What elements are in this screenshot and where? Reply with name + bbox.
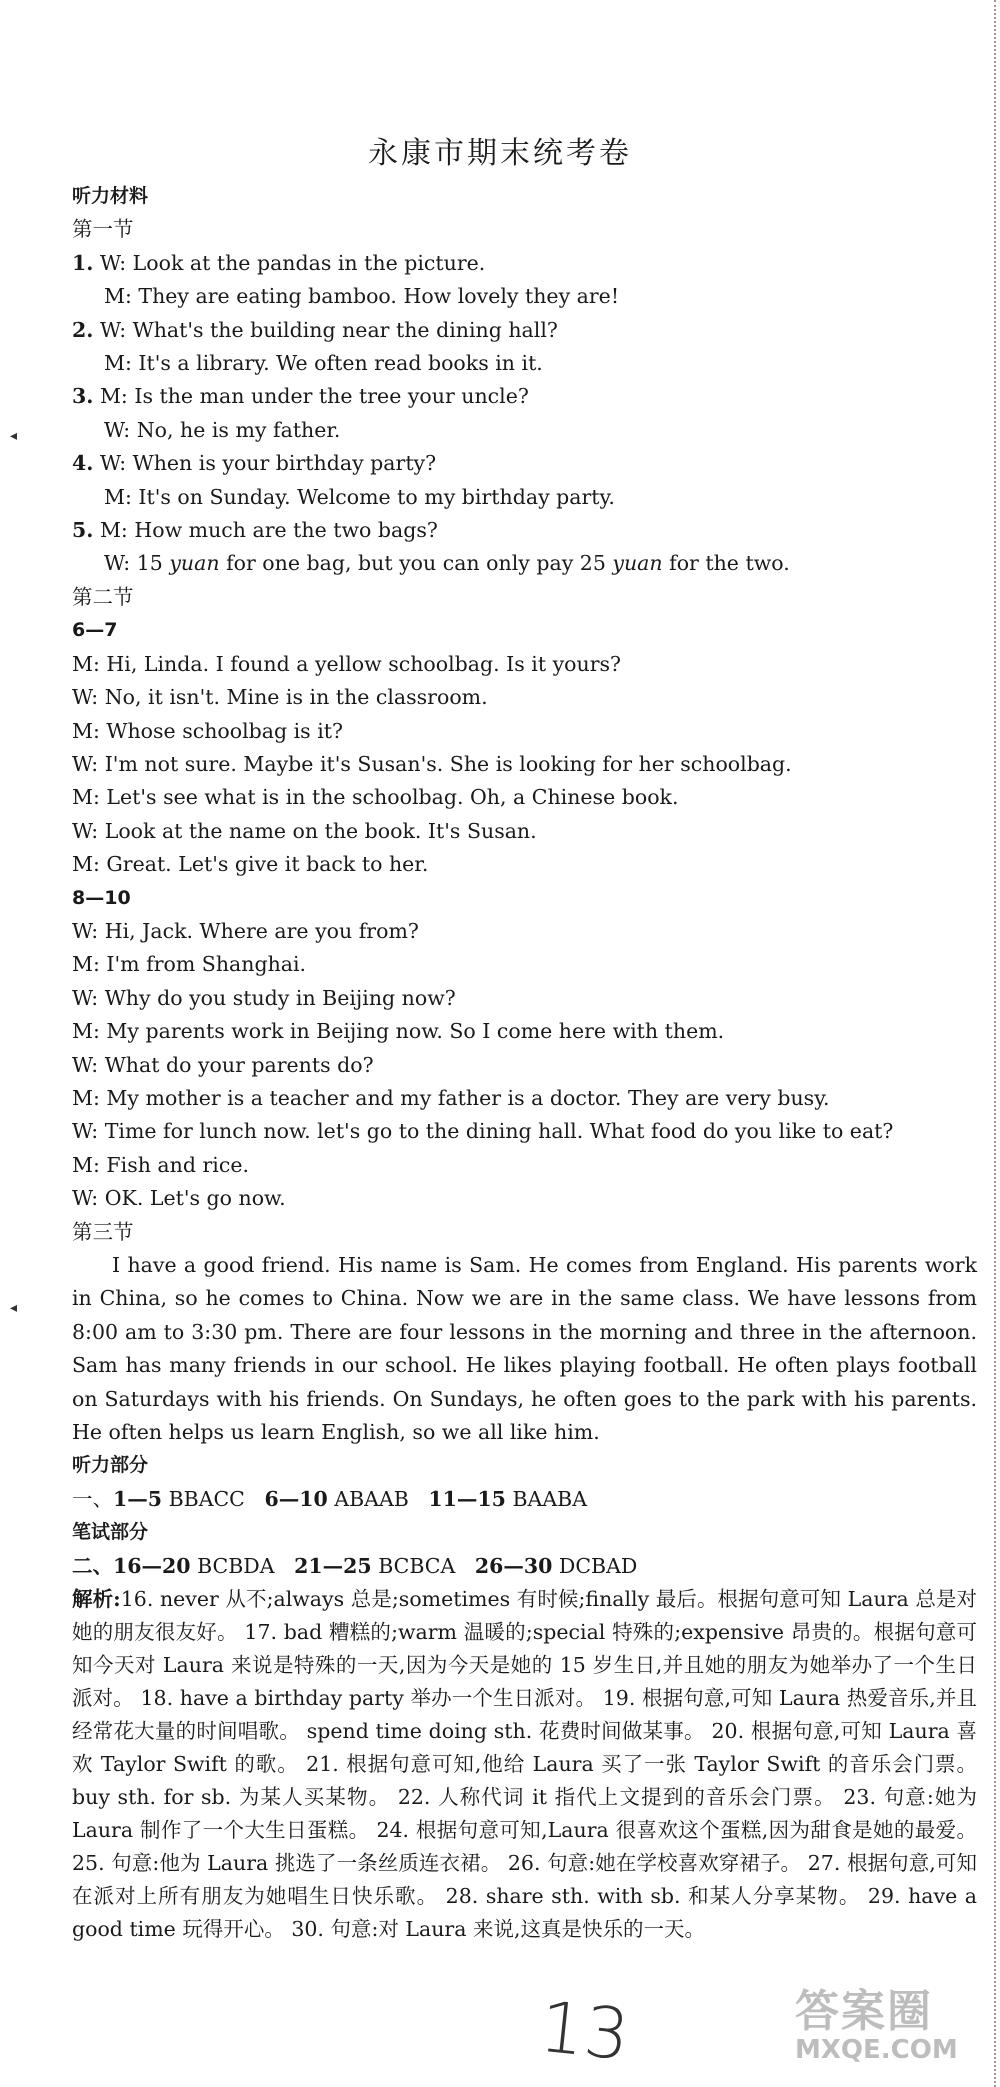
dialog-line: W: OK. Let's go now. <box>72 1186 286 1211</box>
section1-item <box>72 247 977 314</box>
page-number: 13 <box>535 1985 634 2077</box>
section3-passage: I have a good friend. His name is Sam. He comes from England. His parents work in China, so he comes to China. Now we are in the same class. We have lessons from 8:00 am to 3:30 pm. There are four lessons in the morning and three in the afternoon. Sam has many friends in our school. He likes playing football. He often plays football on Saturdays with his friends. On Sundays, he often goes to the park with his parents. He often helps us learn English, so we all like him. <box>72 1253 977 1445</box>
analysis-label: 解析: <box>72 1587 121 1612</box>
section1-heading: 第一节 <box>72 217 134 242</box>
section1-item <box>72 380 977 447</box>
dialog-line: M: It's on Sunday. Welcome to my birthday party. <box>104 484 615 509</box>
analysis-block <box>72 1583 977 1946</box>
dialog-line: W: No, it isn't. Mine is in the classroom. <box>72 685 488 710</box>
dialog-line: M: Fish and rice. <box>72 1152 249 1177</box>
margin-mark: ◂ <box>10 428 18 444</box>
answer-group: DCBAD <box>558 1553 638 1578</box>
section1-item <box>72 514 977 581</box>
answer-range: 11—15 <box>428 1486 506 1511</box>
dialog-line: W: Hi, Jack. Where are you from? <box>72 918 419 943</box>
item-number: 3. <box>72 384 94 409</box>
dialog-line: W: Look at the name on the book. It's Susan. <box>72 818 537 843</box>
section3-heading: 第三节 <box>72 1219 134 1244</box>
answer-range: 6—10 <box>264 1486 328 1511</box>
answer-range: 1—5 <box>113 1486 163 1511</box>
dialog-line: W: What do your parents do? <box>72 1052 374 1077</box>
section1-item <box>72 314 977 381</box>
section2-heading: 第二节 <box>72 584 134 609</box>
section1-item <box>72 447 977 514</box>
answer-group: BBACC <box>168 1486 245 1511</box>
dialog-line: W: 15 yuan for one bag, but you can only pay 25 yuan for the two. <box>104 551 790 576</box>
dialog-line: W: Look at the pandas in the picture. <box>99 250 486 275</box>
answer-group: BCBDA <box>197 1553 275 1578</box>
margin-mark: ◂ <box>10 1300 18 1316</box>
dialog-line: M: They are eating bamboo. How lovely they are! <box>104 284 620 309</box>
dialog-line: W: No, he is my father. <box>104 417 341 442</box>
page-edge-dots <box>988 0 996 2087</box>
dialog-line: M: It's a library. We often read books in it. <box>104 351 543 376</box>
dialog-line: M: Let's see what is in the schoolbag. Oh, a Chinese book. <box>72 785 679 810</box>
dialog-line: W: What's the building near the dining hall? <box>99 317 558 342</box>
dialog-line: M: How much are the two bags? <box>99 518 438 543</box>
dialog-line: W: Why do you study in Beijing now? <box>72 985 456 1010</box>
answer-prefix: 二、 <box>72 1553 113 1578</box>
listening-material-heading: 听力材料 <box>72 185 149 207</box>
written-part-heading: 笔试部分 <box>72 1521 149 1544</box>
analysis-text: 16. never 从不;always 总是;sometimes 有时候;finally 最后。根据句意可知 Laura 总是对她的朋友很友好。 17. bad 糟糕的;warm 温暖的;special 特殊的;expensive 昂贵的。根据句意可知今天对 Laura 来说是特殊的一天,因为今天是她的 15 岁生日,并且她的朋友为她举办了一个生日派对。 18. have a birthday party 举办一个生日派对。 19. 根据句意,可知 Laura 热爱音乐,并且经常花大量的时间唱歌。 spend time doing sth. 花费时间做某事。 20. 根据句意,可知 Laura 喜欢 Taylor Swift 的歌。 21. 根据句意可知,他给 Laura 买了一张 Taylor Swift 的音乐会门票。 buy sth. for sb. 为某人买某物。 22. 人称代词 it 指代上文提到的音乐会门票。 23. 句意:她为 Laura 制作了一个大生日蛋糕。 24. 根据句意可知,Laura 很喜欢这个蛋糕,因为甜食是她的最爱。 25. 句意:他为 Laura 挑选了一条丝质连衣裙。 26. 句意:她在学校喜欢穿裙子。 27. 根据句意,可知在派对上所有朋友为她唱生日快乐歌。 28. share sth. with sb. 和某人分享某物。 29. have a good time 玩得开心。 30. 句意:对 Laura 来说,这真是快乐的一天。 <box>72 1587 977 1942</box>
answer-group: BAABA <box>512 1486 588 1511</box>
listening-part-heading: 听力部分 <box>72 1454 149 1477</box>
item-number: 1. <box>72 250 94 275</box>
dialog-line: M: My mother is a teacher and my father is a doctor. They are very busy. <box>72 1085 830 1110</box>
dialog-line: M: My parents work in Beijing now. So I come here with them. <box>72 1019 725 1044</box>
item-number: 2. <box>72 317 94 342</box>
written-answers <box>72 1550 977 1583</box>
dialog-line: M: Hi, Linda. I found a yellow schoolbag. Is it yours? <box>72 651 622 676</box>
dialog-line: M: I'm from Shanghai. <box>72 952 307 977</box>
answer-prefix: 一、 <box>72 1486 113 1511</box>
content-body <box>72 180 977 1946</box>
dialog-8-10-heading: 8—10 <box>72 886 131 909</box>
dialog-line: W: When is your birthday party? <box>99 451 437 476</box>
answer-group: ABAAB <box>334 1486 409 1511</box>
answer-range: 16—20 <box>113 1553 191 1578</box>
answer-group: BCBCA <box>378 1553 456 1578</box>
listening-answers <box>72 1483 977 1516</box>
dialog-line: W: Time for lunch now. let's go to the dining hall. What food do you like to eat? <box>72 1119 894 1144</box>
item-number: 5. <box>72 518 94 543</box>
dialog-6-7-heading: 6—7 <box>72 619 118 642</box>
watermark-logo <box>795 1975 995 2075</box>
page-title: 永康市期末统考卷 <box>368 136 632 171</box>
dialog-line: M: Whose schoolbag is it? <box>72 718 344 743</box>
answer-range: 21—25 <box>294 1553 372 1578</box>
answer-range: 26—30 <box>474 1553 553 1578</box>
dialog-line: W: I'm not sure. Maybe it's Susan's. She is looking for her schoolbag. <box>72 751 792 776</box>
watermark-bottom: MXQE.COM <box>795 2035 958 2065</box>
dialog-line: M: Great. Let's give it back to her. <box>72 852 429 877</box>
watermark-top: 答案圈 <box>795 1986 933 2037</box>
item-number: 4. <box>72 451 94 476</box>
dialog-line: M: Is the man under the tree your uncle? <box>99 384 529 409</box>
